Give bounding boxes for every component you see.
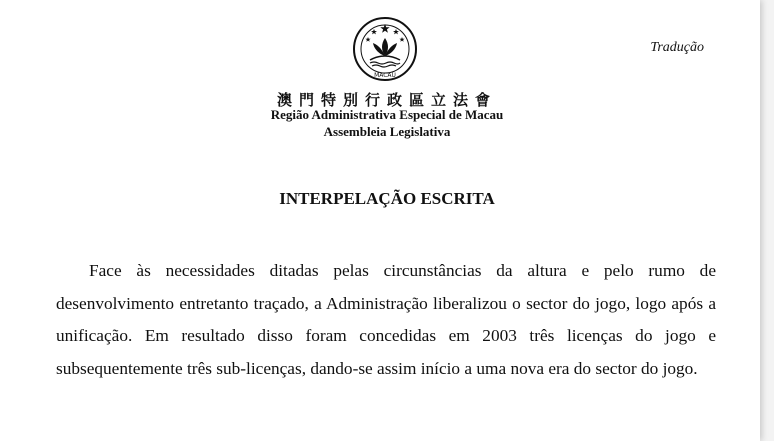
macau-emblem-icon [352, 16, 418, 82]
region-name: Região Administrativa Especial de Macau [270, 107, 504, 122]
institution-block [0, 106, 774, 140]
chinese-institution-name: 澳門特別行政區立法會 [276, 91, 497, 109]
body-paragraph: Face às necessidades ditadas pelas circunstâncias da altura e pelo rumo de desenvolvimento entretanto traçado, a Administração liberalizou o sector do jogo, logo após a unificação. Em resultado disso foram concedidas em 2003 três licenças do jogo e subsequentemente três sub-licenças, dando-se assim início a uma nova era do sector do jogo. [56, 261, 716, 378]
emblem-text: MACAU [374, 72, 396, 79]
document-title: INTERPELAÇÃO ESCRITA [279, 189, 495, 208]
assembly-name: Assembleia Legislativa [323, 124, 451, 139]
translation-label: Tradução [650, 40, 704, 55]
